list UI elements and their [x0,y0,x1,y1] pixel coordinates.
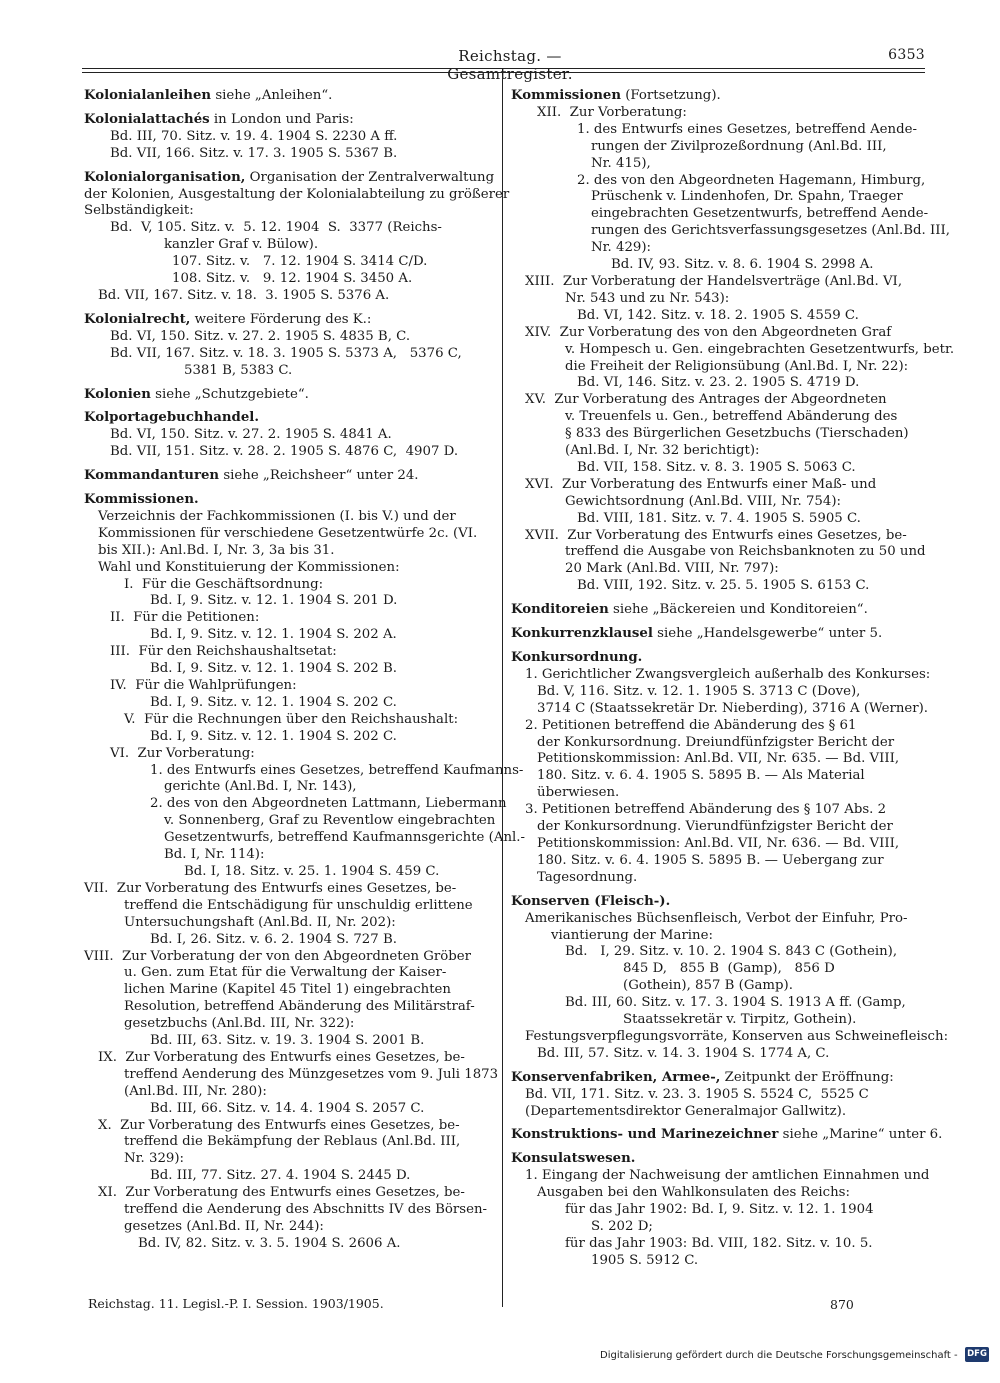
entry-line: für das Jahr 1902: Bd. I, 9. Sitz. v. 12. 1. 1904 [565,1202,874,1218]
entry-line: 1. Eingang der Nachweisung der amtlichen Einnahmen und [525,1168,930,1184]
entry-line: Bd. I, 9. Sitz. v. 12. 1. 1904 S. 202 C. [150,694,397,710]
entry-heading-line [84,410,498,427]
index-entry [511,626,925,643]
entry-heading-line: Kommandanturen siehe „Reichsheer“ unter 24. [84,468,419,484]
index-entry [511,893,949,1063]
entry-heading-line [511,650,925,667]
header-rule-bottom [82,72,925,73]
entry-line: eingebrachten Gesetzentwurfs, betreffend Aende- [591,206,929,222]
entry-line: Bd. VII, 158. Sitz. v. 8. 3. 1905 S. 5063 C. [577,459,856,475]
entry-line: Bd. VI, 150. Sitz. v. 27. 2. 1905 S. 4835 B, C. [110,328,411,344]
entry-line: (Anl.Bd. III, Nr. 280): [124,1083,267,1099]
entry-heading-line: Kolonialanleihen siehe „Anleihen“. [84,88,333,103]
footer-publication: Reichstag. 11. Legisl.-P. I. Session. 1903/1905. [88,1296,384,1311]
entry-line: VIII. Zur Vorberatung der von den Abgeordneten Gröber [84,948,472,964]
entry-line: S. 202 D; [591,1219,653,1234]
index-entry [511,1151,930,1269]
entry-heading-line [511,894,925,911]
entry-line: u. Gen. zum Etat für die Verwaltung der Kaiser- [124,965,447,981]
digitization-credit: Digitalisierung gefördert durch die Deutsche Forschungsgemeinschaft - [600,1350,958,1361]
entry-line: Bd. I, 29. Sitz. v. 10. 2. 1904 S. 843 C (Gothein), [565,944,898,960]
entry-line: Selbständigkeit: [84,203,194,219]
entry-line: kanzler Graf v. Bülow). [164,237,319,253]
entry-line: bis XII.): Anl.Bd. I, Nr. 3, 3a bis 31. [98,542,335,558]
entry-line: v. Sonnenberg, Graf zu Reventlow eingebrachten [164,813,496,829]
entry-line: Nr. 415), [591,155,651,171]
header-rule-top [82,68,925,69]
entry-line: VI. Zur Vorberatung: [110,745,255,761]
entry-line: Bd. III, 66. Sitz. v. 14. 4. 1904 S. 2057 C. [150,1100,425,1116]
entry-line: Resolution, betreffend Abänderung des Militärstraf- [124,999,475,1015]
entry-line: Amerikanisches Büchsenfleisch, Verbot der Einfuhr, Pro- [525,910,908,926]
entry-line: überwiesen. [537,785,620,801]
entry-heading-line: Konstruktions- und Marinezeichner siehe „Marine“ unter 6. [511,1127,943,1143]
index-entry [84,492,525,1253]
entry-line: rungen der Zivilprozeßordnung (Anl.Bd. III, [591,138,887,154]
entry-line: Bd. VIII, 181. Sitz. v. 7. 4. 1905 S. 5905 C. [577,510,861,526]
entry-line: Bd. I, 18. Sitz. v. 25. 1. 1904 S. 459 C. [184,863,440,879]
entry-line: Bd. III, 63. Sitz. v. 19. 3. 1904 S. 2001 B. [150,1033,425,1049]
entry-line: Verzeichnis der Fachkommissionen (I. bis V.) und der [98,508,456,524]
entry-line: Nr. 429): [591,240,652,256]
entry-line: Bd. I, 9. Sitz. v. 12. 1. 1904 S. 201 D. [150,593,398,609]
entry-headword: Kolportagebuchhandel. [84,410,259,426]
entry-line: 1. des Entwurfs eines Gesetzes, betreffend Aende- [577,121,917,137]
entry-line: Bd. III, 77. Sitz. 27. 4. 1904 S. 2445 D. [150,1168,411,1184]
running-head-title: Reichstag. — Gesamtregister. [447,47,573,83]
entry-line: Bd. VI, 150. Sitz. v. 27. 2. 1905 S. 4841 A. [110,427,392,443]
entry-headword: Konstruktions- und Marinezeichner [511,1127,779,1143]
entry-line: Tagesordnung. [537,869,638,885]
entry-heading-line: Kolonialorganisation, Organisation der Zentralverwaltung [84,169,495,185]
entry-heading-line: Kolonialattachés in London und Paris: [84,111,354,127]
entry-headword: Konserven (Fleisch-). [511,893,671,909]
entry-line: XI. Zur Vorberatung des Entwurfs eines Gesetzes, be- [98,1185,465,1201]
entry-line: VII. Zur Vorberatung des Entwurfs eines Gesetzes, be- [84,880,457,896]
entry-line: II. Für die Petitionen: [110,610,260,626]
entry-headword: Kolonialattachés [84,111,210,127]
entry-line: Bd. VII, 167. Sitz. v. 18. 3. 1905 S. 5376 A. [98,287,390,303]
entry-line: Bd. VII, 167. Sitz. v. 18. 3. 1905 S. 5373 A, 5376 C, [110,345,462,361]
index-entry [511,650,931,887]
entry-line: 5381 B, 5383 C. [184,362,293,378]
entry-line: v. Hompesch u. Gen. eingebrachten Gesetzentwurfs, betr. [565,341,955,357]
entry-heading-line: Kommissionen (Fortsetzung). [511,88,721,103]
entry-line: gerichte (Anl.Bd. I, Nr. 143), [164,779,357,795]
page-number: 6353 [888,47,925,63]
entry-line: 1905 S. 5912 C. [591,1252,699,1268]
entry-line: Untersuchungshaft (Anl.Bd. II, Nr. 202): [124,914,396,930]
index-entry [511,1127,943,1144]
entry-line: 108. Sitz. v. 9. 12. 1904 S. 3450 A. [172,271,413,287]
entry-headword: Kommissionen. [84,492,199,508]
entry-line: treffend die Aenderung des Abschnitts IV des Börsen- [124,1202,488,1218]
entry-line: für das Jahr 1903: Bd. VIII, 182. Sitz. v. 10. 5. [565,1235,873,1251]
entry-line: (Anl.Bd. I, Nr. 32 berichtigt): [565,443,760,459]
entry-line: viantierung der Marine: [551,927,713,943]
entry-heading-line [84,492,498,509]
entry-line: Wahl und Konstituierung der Kommissionen: [98,559,400,575]
entry-line: 2. des von den Abgeordneten Lattmann, Liebermann [150,796,507,812]
entry-line: Staatssekretär v. Tirpitz, Gothein). [623,1012,857,1028]
entry-headword: Konservenfabriken, Armee-, [511,1069,721,1085]
entry-heading-line [511,1151,925,1168]
entry-headword: Konsulatswesen. [511,1151,636,1167]
entry-line: Bd. VII, 166. Sitz. v. 17. 3. 1905 S. 5367 B. [110,145,398,161]
entry-line: 107. Sitz. v. 7. 12. 1904 S. 3414 C/D. [172,254,428,270]
entry-line: Bd. I, 26. Sitz. v. 6. 2. 1904 S. 727 B. [150,931,397,947]
index-entry [84,468,498,485]
entry-line: der Kolonien, Ausgestaltung der Kolonialabteilung zu größerer [84,186,510,202]
entry-line: 2. Petitionen betreffend die Abänderung des § 61 [525,717,857,733]
entry-line: Nr. 543 und zu Nr. 543): [565,290,730,306]
entry-heading-line: Kolonien siehe „Schutzgebiete“. [84,386,309,402]
entry-line: Bd. I, 9. Sitz. v. 12. 1. 1904 S. 202 B. [150,661,397,677]
entry-line: (Gothein), 857 B (Gamp). [623,978,793,994]
index-entry [511,88,955,595]
entry-line: lichen Marine (Kapitel 45 Titel 1) eingebrachten [124,982,451,998]
entry-line: Bd. I, 9. Sitz. v. 12. 1. 1904 S. 202 A. [150,627,397,643]
dfg-logo: DFG [965,1347,989,1362]
entry-line: Festungsverpflegungsvorräte, Konserven aus Schweinefleisch: [525,1028,949,1044]
entry-line: Bd. I, 9. Sitz. v. 12. 1. 1904 S. 202 C. [150,728,397,744]
entry-line: Petitionskommission: Anl.Bd. VII, Nr. 636. — Bd. VIII, [537,835,900,851]
index-entry [511,1070,925,1121]
entry-line: XIV. Zur Vorberatung des von den Abgeordneten Graf [525,324,892,340]
entry-line: XV. Zur Vorberatung des Antrages der Abgeordneten [525,392,887,408]
entry-line: gesetzes (Anl.Bd. II, Nr. 244): [124,1219,324,1234]
entry-line: IX. Zur Vorberatung des Entwurfs eines Gesetzes, be- [98,1049,465,1065]
entry-line: Gewichtsordnung (Anl.Bd. VIII, Nr. 754): [565,493,842,509]
entry-line: v. Treuenfels u. Gen., betreffend Abänderung des [565,409,898,425]
entry-heading-line: Konservenfabriken, Armee-, Zeitpunkt der Eröffnung: [511,1069,894,1085]
entry-line: XVII. Zur Vorberatung des Entwurfs eines Gesetzes, be- [525,527,907,543]
entry-line: 3. Petitionen betreffend Abänderung des § 107 Abs. 2 [525,802,887,818]
entry-line: 20 Mark (Anl.Bd. VIII, Nr. 797): [565,561,779,577]
entry-headword: Kommandanturen [84,468,220,484]
entry-line: treffend die Ausgabe von Reichsbanknoten zu 50 und [565,544,926,560]
entry-line: 1. des Entwurfs eines Gesetzes, betreffend Kaufmanns- [150,762,524,778]
entry-line: XVI. Zur Vorberatung des Entwurfs einer Maß- und [525,476,877,492]
entry-line: I. Für die Geschäftsordnung: [124,576,324,592]
entry-line: X. Zur Vorberatung des Entwurfs eines Gesetzes, be- [98,1117,460,1133]
entry-line: XIII. Zur Vorberatung der Handelsverträge (Anl.Bd. VI, [525,273,903,289]
entry-line: Bd. III, 60. Sitz. v. 17. 3. 1904 S. 1913 A ff. (Gamp, [565,995,906,1011]
entry-line: rungen des Gerichtsverfassungsgesetzes (Anl.Bd. III, [591,223,950,239]
entry-line: Bd. IV, 93. Sitz. v. 8. 6. 1904 S. 2998 A. [611,257,874,273]
entry-headword: Kolonialrecht, [84,311,191,327]
entry-line: Ausgaben bei den Wahlkonsulaten des Reichs: [537,1185,850,1201]
entry-line: Bd. VI, 146. Sitz. v. 23. 2. 1905 S. 4719 D. [577,375,860,391]
entry-line: 1. Gerichtlicher Zwangsvergleich außerhalb des Konkurses: [525,666,931,682]
column-divider [502,75,503,1307]
entry-headword: Kommissionen [511,88,622,103]
entry-headword: Konkurrenzklausel [511,626,653,642]
entry-headword: Kolonialanleihen [84,88,212,103]
entry-line: Bd. VII, 151. Sitz. v. 28. 2. 1905 S. 4876 C, 4907 D. [110,444,459,460]
entry-line: der Konkursordnung. Vierundfünfzigster Bericht der [537,819,893,835]
entry-line: § 833 des Bürgerlichen Gesetzbuchs (Tierschaden) [565,426,909,442]
entry-line: (Departementsdirektor Generalmajor Gallwitz). [525,1103,847,1119]
entry-line: treffend Aenderung des Münzgesetzes vom 9. Juli 1873 [124,1066,499,1082]
index-entry [84,312,498,380]
entry-line: 845 D, 855 B (Gamp), 856 D [623,961,835,977]
entry-line: V. Für die Rechnungen über den Reichshaushalt: [124,711,459,727]
entry-line: Prüschenk v. Lindenhofen, Dr. Spahn, Traeger [591,189,903,205]
entry-headword: Konditoreien [511,602,609,618]
index-entry [511,602,925,619]
entry-line: der Konkursordnung. Dreiundfünfzigster Bericht der [537,734,895,750]
index-entry [84,387,498,404]
entry-line: Bd. III, 57. Sitz. v. 14. 3. 1904 S. 1774 A, C. [537,1045,830,1061]
entry-heading-line: Kolonialrecht, weitere Förderung des K.: [84,311,372,327]
entry-line: 180. Sitz. v. 6. 4. 1905 S. 5895 B. — Uebergang zur [537,852,884,868]
index-entry [84,112,498,163]
entry-line: III. Für den Reichshaushaltsetat: [110,644,337,660]
entry-line: 2. des von den Abgeordneten Hagemann, Himburg, [577,172,926,188]
footer-sheet-number: 870 [830,1297,854,1312]
entry-line: Nr. 329): [124,1151,185,1167]
entry-line: Bd. V, 116. Sitz. v. 12. 1. 1905 S. 3713 C (Dove), [537,683,861,699]
entry-line: XII. Zur Vorberatung: [537,104,687,120]
index-entry [84,169,510,305]
entry-line: IV. Für die Wahlprüfungen: [110,678,297,693]
entry-headword: Kolonialorganisation, [84,169,246,185]
entry-headword: Konkursordnung. [511,650,643,665]
entry-line: 180. Sitz. v. 6. 4. 1905 S. 5895 B. — Als Material [537,768,865,784]
entry-line: Bd. VII, 171. Sitz. v. 23. 3. 1905 S. 5524 C, 5525 C [525,1086,869,1102]
entry-line: treffend die Bekämpfung der Reblaus (Anl.Bd. III, [124,1134,461,1150]
left-column [84,88,525,1260]
entry-headword: Kolonien [84,386,151,402]
right-column [511,88,955,1277]
entry-line: Bd. V, 105. Sitz. v. 5. 12. 1904 S. 3377 (Reichs- [110,220,442,236]
entry-line: Bd. IV, 82. Sitz. v. 3. 5. 1904 S. 2606 A. [138,1235,401,1251]
entry-line: Gesetzentwurfs, betreffend Kaufmannsgerichte (Anl.- [164,830,525,846]
index-entry [84,88,498,105]
entry-heading-line: Konditoreien siehe „Bäckereien und Konditoreien“. [511,602,868,618]
entry-line: Bd. III, 70. Sitz. v. 19. 4. 1904 S. 2230 A ff. [110,128,398,144]
entry-heading-line: Konkurrenzklausel siehe „Handelsgewerbe“ unter 5. [511,626,883,642]
entry-line: Bd. VIII, 192. Sitz. v. 25. 5. 1905 S. 6153 C. [577,578,870,594]
entry-line: Bd. I, Nr. 114): [164,847,265,863]
index-entry [84,410,498,461]
entry-line: treffend die Entschädigung für unschuldig erlittene [124,897,473,913]
entry-line: Bd. VI, 142. Sitz. v. 18. 2. 1905 S. 4559 C. [577,307,859,323]
entry-line: 3714 C (Staatssekretär Dr. Nieberding), 3716 A (Werner). [537,700,929,716]
entry-line: die Freiheit der Religionsübung (Anl.Bd. I, Nr. 22): [565,358,909,374]
entry-line: Petitionskommission: Anl.Bd. VII, Nr. 635. — Bd. VIII, [537,751,900,767]
entry-line: gesetzbuchs (Anl.Bd. III, Nr. 322): [124,1016,355,1032]
entry-line: Kommissionen für verschiedene Gesetzentwürfe 2c. (VI. [98,525,478,541]
